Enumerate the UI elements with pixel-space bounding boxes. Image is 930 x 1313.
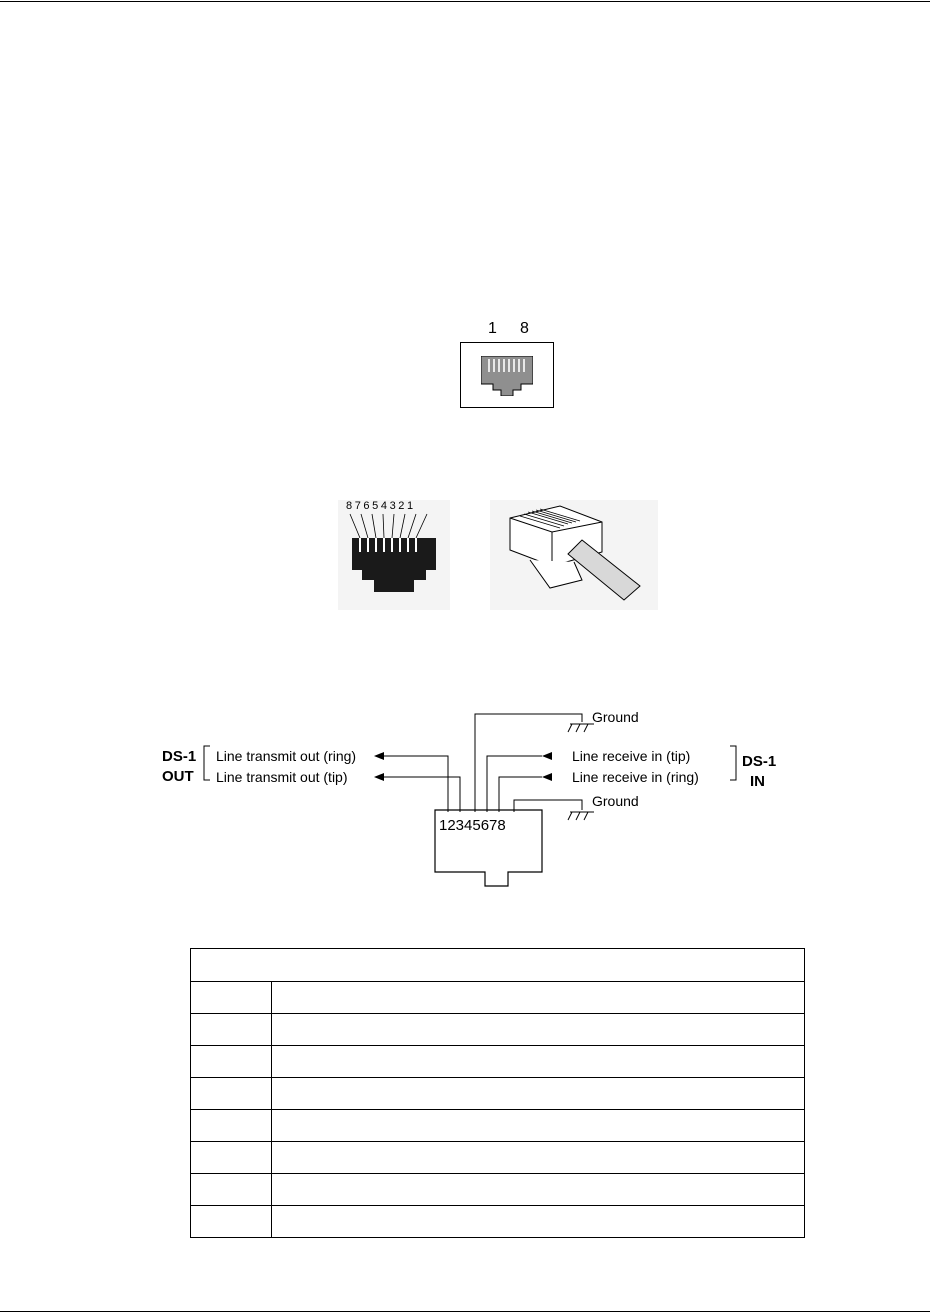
- table-cell: [272, 1206, 805, 1238]
- table-cell: [272, 1014, 805, 1046]
- table-cell: [191, 982, 272, 1014]
- jack-cavity-graphic: [481, 356, 533, 396]
- plug-front-view: [338, 500, 450, 610]
- table-row: [191, 1142, 805, 1174]
- ds1-out-label-line1: DS-1: [162, 748, 197, 765]
- plug-pin-numbers: 87654321: [346, 500, 416, 512]
- table-cell: [272, 1142, 805, 1174]
- table-header-cell: [191, 949, 805, 982]
- table-cell: [272, 1078, 805, 1110]
- table-cell: [191, 1206, 272, 1238]
- jack-pin-8-label: 8: [520, 320, 529, 337]
- table-cell: [272, 1174, 805, 1206]
- pinout-diagram: [150, 700, 790, 900]
- plug-front-graphic: [338, 500, 450, 610]
- table-cell: [272, 1046, 805, 1078]
- pinout-graphic: [150, 700, 790, 900]
- footer-rule: [0, 1311, 930, 1312]
- table-header-row: [191, 949, 805, 982]
- ground-top-label: Ground: [592, 709, 639, 725]
- table-cell: [191, 1078, 272, 1110]
- tx-tip-label: Line transmit out (tip): [216, 769, 348, 785]
- table-row: [191, 982, 805, 1014]
- rx-ring-label: Line receive in (ring): [572, 769, 699, 785]
- plug-side-graphic: [490, 500, 658, 610]
- jack-housing: [460, 342, 554, 408]
- table-row: [191, 1078, 805, 1110]
- rx-tip-label: Line receive in (tip): [572, 748, 691, 764]
- table-cell: [191, 1110, 272, 1142]
- table-row: [191, 1046, 805, 1078]
- tx-ring-label: Line transmit out (ring): [216, 748, 357, 764]
- plug-side-view: [490, 500, 658, 610]
- pin-numbers: 12345678: [439, 817, 506, 834]
- table-row: [191, 1174, 805, 1206]
- table-cell: [272, 982, 805, 1014]
- header-rule: [0, 1, 930, 2]
- ds1-out-label-line2: OUT: [162, 768, 194, 785]
- plug-illustrations: [338, 500, 658, 610]
- table-row: [191, 1110, 805, 1142]
- table-cell: [272, 1110, 805, 1142]
- table-cell: [191, 1014, 272, 1046]
- pin-assignment-table: [190, 948, 805, 1238]
- ds1-in-label-line2: IN: [750, 773, 765, 790]
- jack-front-view: [458, 320, 554, 410]
- table-row: [191, 1014, 805, 1046]
- table-row: [191, 1206, 805, 1238]
- ds1-in-label-line1: DS-1: [742, 753, 777, 770]
- jack-pin-1-label: 1: [488, 320, 497, 337]
- table-cell: [191, 1046, 272, 1078]
- ground-bottom-label: Ground: [592, 793, 639, 809]
- table-cell: [191, 1142, 272, 1174]
- table-cell: [191, 1174, 272, 1206]
